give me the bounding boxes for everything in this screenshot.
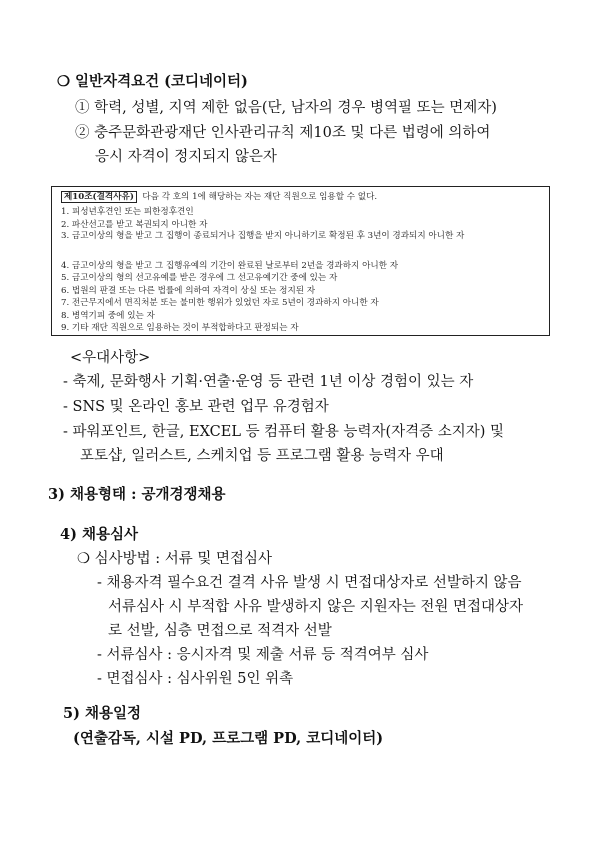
requirement-item-2-line-1: ② 충주문화관광재단 인사관리규칙 제10조 및 다른 법령에 의하여 — [75, 125, 491, 141]
screening-detail-2: - 서류심사 : 응시자격 및 제출 서류 등 적격여부 심사 — [97, 647, 429, 663]
article-10-intro: 다음 각 호의 1에 해당하는 자는 재단 직원으로 임용할 수 없다. — [142, 192, 378, 202]
article-10-item-5: 5. 금고이상의 형의 선고유예를 받은 경우에 그 선고유예기간 중에 있는 자 — [61, 273, 338, 283]
article-10-header — [61, 190, 377, 202]
article-10-item-9: 9. 기타 재단 직원으로 임용하는 것이 부적합하다고 판정되는 자 — [61, 323, 299, 333]
article-10-item-8: 8. 병역기피 중에 있는 자 — [61, 311, 155, 321]
preference-item-3-continued: 포토샵, 일러스트, 스케치업 등 프로그램 활용 능력자 우대 — [80, 448, 444, 464]
preference-item-3: - 파워포인트, 한글, EXCEL 등 컴퓨터 활용 능력자(자격증 소지자) 및 — [63, 424, 505, 440]
screening-heading: 4) 채용심사 — [60, 526, 139, 543]
preference-title: <우대사항> — [70, 350, 151, 366]
screening-detail-1-line-1: - 채용자격 필수요건 결격 사유 발생 시 면접대상자로 선발하지 않음 — [97, 575, 522, 591]
screening-detail-3: - 면접심사 : 심사위원 5인 위촉 — [97, 671, 294, 687]
article-10-item-7: 7. 전근무지에서 면직처분 또는 불미한 행위가 있었던 자로 5년이 경과하지 아니한 자 — [61, 298, 379, 308]
article-10-box — [51, 186, 550, 336]
article-10-item-3: 3. 금고이상의 형을 받고 그 집행이 종료되거나 집행을 받지 아니하기로 확정된 후 3년이 경과되지 아니한 자 — [61, 231, 465, 241]
screening-detail-1-line-3: 로 선발, 심층 면접으로 적격자 선발 — [108, 623, 332, 639]
preference-item-1: - 축제, 문화행사 기획·연출·운영 등 관련 1년 이상 경험이 있는 자 — [63, 374, 474, 390]
employment-type-heading: 3) 채용형태 : 공개경쟁채용 — [48, 486, 226, 503]
article-10-item-2: 2. 파산선고를 받고 복권되지 아니한 자 — [61, 220, 208, 230]
article-10-item-6: 6. 법원의 판결 또는 다른 법률에 의하여 자격이 상실 또는 정지된 자 — [61, 286, 316, 296]
screening-detail-1-line-2: 서류심사 시 부적합 사유 발생하지 않은 지원자는 전원 면접대상자 — [108, 599, 524, 615]
preference-item-2: - SNS 및 온라인 홍보 관련 업무 유경험자 — [63, 399, 329, 415]
requirement-item-2-line-2: 응시 자격이 정지되지 않은자 — [95, 149, 277, 165]
schedule-heading: 5) 채용일정 — [63, 705, 142, 722]
schedule-positions: (연출감독, 시설 PD, 프로그램 PD, 코디네이터) — [73, 730, 384, 747]
article-10-label: 제10조(결격사유) — [61, 191, 137, 203]
requirement-item-1: ① 학력, 성별, 지역 제한 없음(단, 남자의 경우 병역필 또는 면제자) — [75, 100, 497, 116]
general-requirements-title: ❍ 일반자격요건 (코디네이터) — [57, 73, 248, 90]
article-10-item-4: 4. 금고이상의 형을 받고 그 집행유예의 기간이 완료된 날로부터 2년을 경과하지 아니한 자 — [61, 261, 399, 271]
screening-method: ❍ 심사방법 : 서류 및 면접심사 — [77, 551, 273, 567]
article-10-item-1: 1. 피성년후견인 또는 피한정후견인 — [61, 207, 194, 217]
